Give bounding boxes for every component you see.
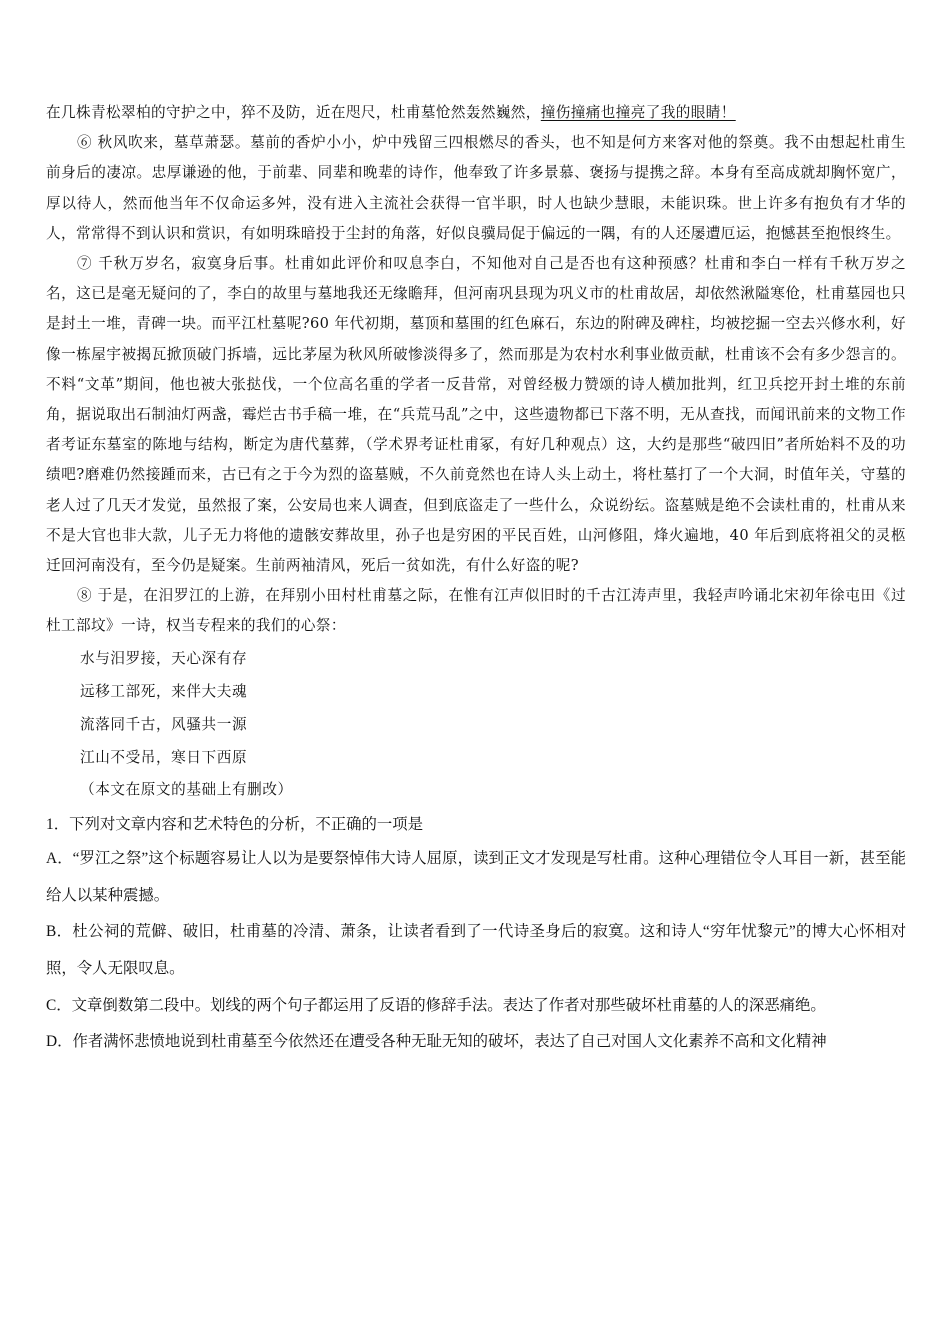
poem-line: 水与汨罗接，天心深有存 — [80, 649, 248, 667]
poem-line: 江山不受吊，寒日下西原 — [80, 748, 248, 766]
poem-line: 远移工部死，来伴大夫魂 — [80, 682, 248, 700]
paragraph-6: ⑥ 秋风吹来，墓草萧瑟。墓前的香炉小小，炉中残留三四根燃尽的香头，也不知是何方来客对他的祭奠。我不由想起杜甫生前身后的凄凉。忠厚谦逊的他，于前辈、同辈和晚辈的诗作，他奉致了许多景慕、褒扬与提携之辞。本身有至高成就却胸怀宽广，厚以待人，然而他当年不仅命运多舛，没有进入主流社会获得一官半职，时人也缺少慧眼，未能识珠。世上许多有抱负有才华的人，常常得不到认识和赏识，有如明珠暗投于尘封的角落，好似良骥局促于偏远的一隅，有的人还屡遭厄运，抱憾甚至抱恨终生。 — [46, 134, 906, 242]
paragraph-continued-text: 在几株青松翠柏的守护之中，猝不及防，近在咫尺，杜甫墓怆然轰然巍然， — [46, 104, 541, 121]
underlined-sentence: 撞伤撞痛也撞亮了我的眼睛！ — [540, 104, 736, 121]
paragraph-continued — [46, 98, 906, 128]
question-block — [46, 809, 906, 1061]
poem-line: 流落同千古，风骚共一源 — [80, 715, 248, 733]
option-a: A．“罗江之祭”这个标题容易让人以为是要祭悼伟大诗人屈原，读到正文才发现是写杜甫。这种心理错位令人耳目一新，甚至能给人以某种震撼。 — [46, 850, 906, 904]
document-page — [46, 98, 906, 1061]
editor-note: （本文在原文的基础上有删改） — [80, 780, 293, 798]
paragraph-7: ⑦ 千秋万岁名，寂寞身后事。杜甫如此评价和叹息李白，不知他对自己是否也有这种预感？杜甫和李白一样有千秋万岁之名，这已是毫无疑问的了，李白的故里与墓地我还无缘瞻拜，但河南巩县现为巩义市的杜甫故居，却依然湫隘寒伧，杜甫墓园也只是封土一堆，青碑一块。而平江杜墓呢?60 年代初期，墓顶和墓围的红色麻石，东边的附碑及碑柱，均被挖掘一空去兴修水利，好像一栋屋宇被揭瓦掀顶破门拆墙，远比茅屋为秋风所破惨淡得多了，然而那是为农村水利事业做贡献，杜甫该不会有多少怨言的。不料“文革”期间，他也被大张挞伐，一个位高名重的学者一反昔常，对曾经极力赞颂的诗人横加批判，红卫兵挖开封土堆的东前角，据说取出石制油灯两盏，霉烂古书手稿一堆，在“兵荒马乱”之中，这些遗物都已下落不明，无从查找，而闻讯前来的文物工作者考证东墓室的陈地与结构，断定为唐代墓葬，（学术界考证杜甫冢，有好几种观点）这，大约是那些“破四旧”者所始料不及的功绩吧?磨难仍然接踵而来，古已有之于今为烈的盗墓贼，不久前竟然也在诗人头上动土，将杜墓打了一个大洞，时值年关，守墓的老人过了几天才发觉，虽然报了案，公安局也来人调查，但到底盗走了一些什么，众说纷纭。盗墓贼是绝不会读杜甫的，杜甫从来不是大官也非大款，儿子无力将他的遗骸安葬故里，孙子也是穷困的平民百姓，山河修阻，烽火遍地，40 年后到底将祖父的灵柩迁回河南没有，至今仍是疑案。生前两袖清风，死后一贫如洗，有什么好盗的呢? — [46, 255, 906, 575]
paragraph-8: ⑧ 于是，在汨罗江的上游，在拜别小田村杜甫墓之际，在惟有江声似旧时的千古江涛声里，我轻声吟诵北宋初年徐屯田《过杜工部坟》一诗，权当专程来的我们的心祭： — [46, 587, 906, 635]
poem — [46, 642, 906, 774]
option-c: C．文章倒数第二段中。划线的两个句子都运用了反语的修辞手法。表达了作者对那些破坏杜甫墓的人的深恶痛绝。 — [46, 996, 826, 1014]
option-b: B．杜公祠的荒僻、破旧，杜甫墓的冷清、萧条，让读者看到了一代诗圣身后的寂寞。这和诗人“穷年忧黎元”的博大心怀相对照，令人无限叹息。 — [46, 923, 906, 977]
question-1-stem: 1．下列对文章内容和艺术特色的分析，不正确的一项是 — [46, 815, 424, 833]
option-d: D．作者满怀悲愤地说到杜甫墓至今依然还在遭受各种无耻无知的破坏，表达了自己对国人文化素养不高和文化精神 — [46, 1033, 827, 1051]
